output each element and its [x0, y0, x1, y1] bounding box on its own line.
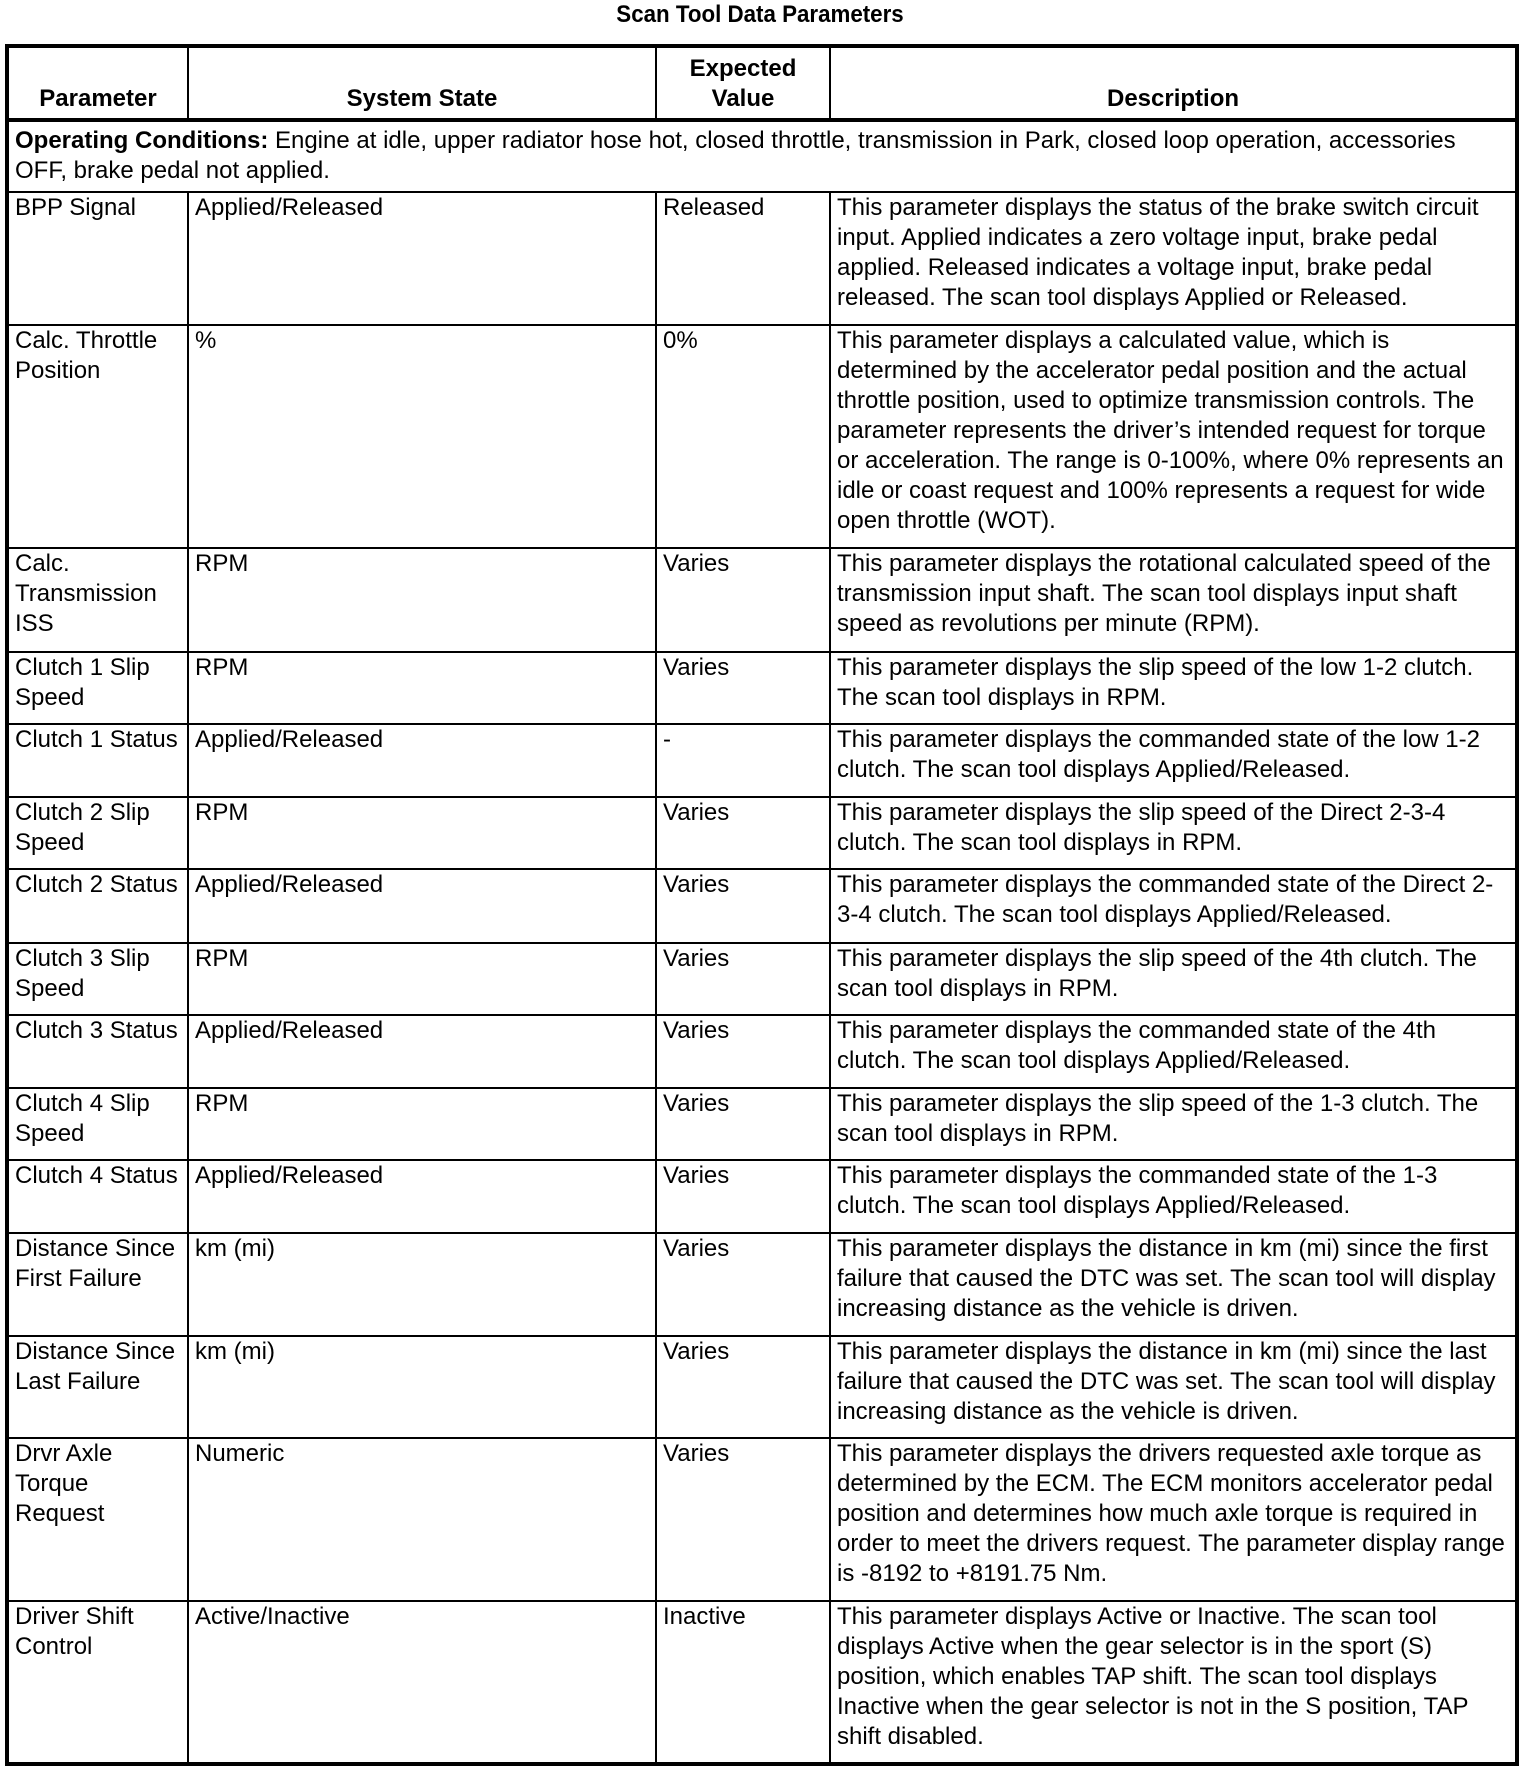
parameter-cell: Drvr Axle Torque Request: [7, 1438, 188, 1601]
expected-value-cell: Varies: [656, 548, 830, 652]
parameter-cell: Clutch 1 Slip Speed: [7, 652, 188, 724]
description-cell: This parameter displays the distance in km (mi) since the last failure that caused the DTC was set. The scan tool will display increasing distance as the vehicle is driven.: [830, 1336, 1517, 1438]
parameter-cell: Clutch 2 Status: [7, 869, 188, 943]
table-row: [7, 943, 1517, 1015]
description-cell: This parameter displays the distance in km (mi) since the first failure that caused the DTC was set. The scan tool will display increasing distance as the vehicle is driven.: [830, 1233, 1517, 1336]
column-header-description: Description: [830, 46, 1517, 120]
system-state-cell: km (mi): [188, 1336, 656, 1438]
description-cell: This parameter displays the commanded state of the Direct 2-3-4 clutch. The scan tool displays Applied/Released.: [830, 869, 1517, 943]
table-row: [7, 869, 1517, 943]
system-state-cell: Applied/Released: [188, 192, 656, 325]
parameter-cell: Clutch 4 Status: [7, 1160, 188, 1233]
expected-value-cell: Inactive: [656, 1601, 830, 1764]
description-cell: This parameter displays the status of the brake switch circuit input. Applied indicates a zero voltage input, brake pedal applied. Released indicates a voltage input, brake pedal released. The scan tool displays Applied or Released.: [830, 192, 1517, 325]
expected-value-cell: Released: [656, 192, 830, 325]
system-state-cell: Active/Inactive: [188, 1601, 656, 1764]
column-header-system-state: System State: [188, 46, 656, 120]
operating-conditions: [7, 120, 1517, 192]
system-state-cell: RPM: [188, 548, 656, 652]
page-title: Scan Tool Data Parameters: [616, 1, 904, 28]
system-state-cell: %: [188, 325, 656, 548]
description-cell: This parameter displays the rotational calculated speed of the transmission input shaft. The scan tool displays input shaft speed as revolutions per minute (RPM).: [830, 548, 1517, 652]
expected-value-cell: Varies: [656, 797, 830, 869]
parameter-cell: Clutch 4 Slip Speed: [7, 1088, 188, 1160]
parameter-cell: Calc. Transmission ISS: [7, 548, 188, 652]
table-row: [7, 1015, 1517, 1088]
parameter-cell: BPP Signal: [7, 192, 188, 325]
system-state-cell: km (mi): [188, 1233, 656, 1336]
table-row: [7, 548, 1517, 652]
table-row: [7, 724, 1517, 797]
description-cell: This parameter displays the commanded state of the low 1-2 clutch. The scan tool displays Applied/Released.: [830, 724, 1517, 797]
description-cell: This parameter displays Active or Inactive. The scan tool displays Active when the gear selector is in the sport (S) position, which enables TAP shift. The scan tool displays Inactive when the gear selector is not in the S position, TAP shift disabled.: [830, 1601, 1517, 1764]
column-header-parameter: Parameter: [7, 46, 188, 120]
expected-value-cell: Varies: [656, 1233, 830, 1336]
system-state-cell: RPM: [188, 1088, 656, 1160]
scan-tool-data-table: [5, 44, 1519, 1766]
parameter-cell: Clutch 3 Status: [7, 1015, 188, 1088]
description-cell: This parameter displays the drivers requested axle torque as determined by the ECM. The ECM monitors accelerator pedal position and determines how much axle torque is required in order to meet the drivers request. The parameter display range is -8192 to +8191.75 Nm.: [830, 1438, 1517, 1601]
parameter-cell: Clutch 2 Slip Speed: [7, 797, 188, 869]
description-cell: This parameter displays the slip speed of the 4th clutch. The scan tool displays in RPM.: [830, 943, 1517, 1015]
parameter-cell: Calc. Throttle Position: [7, 325, 188, 548]
table-row: [7, 1088, 1517, 1160]
table-row: [7, 1601, 1517, 1764]
expected-value-cell: Varies: [656, 1088, 830, 1160]
description-cell: This parameter displays the slip speed of the Direct 2-3-4 clutch. The scan tool displays in RPM.: [830, 797, 1517, 869]
system-state-cell: Numeric: [188, 1438, 656, 1601]
table-row: [7, 1233, 1517, 1336]
description-cell: This parameter displays the slip speed of the low 1-2 clutch. The scan tool displays in RPM.: [830, 652, 1517, 724]
parameter-cell: Clutch 1 Status: [7, 724, 188, 797]
expected-value-cell: Varies: [656, 869, 830, 943]
expected-value-cell: Varies: [656, 1336, 830, 1438]
parameter-cell: Driver Shift Control: [7, 1601, 188, 1764]
system-state-cell: Applied/Released: [188, 869, 656, 943]
system-state-cell: RPM: [188, 943, 656, 1015]
expected-value-cell: Varies: [656, 1160, 830, 1233]
system-state-cell: RPM: [188, 797, 656, 869]
table-row: [7, 1160, 1517, 1233]
operating-conditions-text: Engine at idle, upper radiator hose hot, closed throttle, transmission in Park, closed loop operation, accessories OFF, brake pedal not applied.: [15, 127, 1456, 184]
table-header-row: [7, 46, 1517, 120]
system-state-cell: RPM: [188, 652, 656, 724]
operating-conditions-row: [7, 120, 1517, 192]
system-state-cell: Applied/Released: [188, 1160, 656, 1233]
expected-value-cell: -: [656, 724, 830, 797]
description-cell: This parameter displays the commanded state of the 1-3 clutch. The scan tool displays Applied/Released.: [830, 1160, 1517, 1233]
table-row: [7, 797, 1517, 869]
expected-value-cell: 0%: [656, 325, 830, 548]
table-row: [7, 652, 1517, 724]
description-cell: This parameter displays a calculated value, which is determined by the accelerator pedal position and the actual throttle position, used to optimize transmission controls. The parameter represents the driver’s intended request for torque or acceleration. The range is 0-100%, where 0% represents an idle or coast request and 100% represents a request for wide open throttle (WOT).: [830, 325, 1517, 548]
table-row: [7, 1438, 1517, 1601]
table-row: [7, 325, 1517, 548]
system-state-cell: Applied/Released: [188, 724, 656, 797]
parameter-cell: Distance Since First Failure: [7, 1233, 188, 1336]
description-cell: This parameter displays the commanded state of the 4th clutch. The scan tool displays Applied/Released.: [830, 1015, 1517, 1088]
expected-value-cell: Varies: [656, 943, 830, 1015]
operating-conditions-label: Operating Conditions:: [15, 127, 269, 154]
system-state-cell: Applied/Released: [188, 1015, 656, 1088]
table-row: [7, 1336, 1517, 1438]
table-row: [7, 192, 1517, 325]
column-header-expected-value: Expected Value: [656, 46, 830, 120]
parameter-cell: Distance Since Last Failure: [7, 1336, 188, 1438]
expected-value-cell: Varies: [656, 1015, 830, 1088]
expected-value-cell: Varies: [656, 652, 830, 724]
parameter-cell: Clutch 3 Slip Speed: [7, 943, 188, 1015]
expected-value-cell: Varies: [656, 1438, 830, 1601]
description-cell: This parameter displays the slip speed of the 1-3 clutch. The scan tool displays in RPM.: [830, 1088, 1517, 1160]
